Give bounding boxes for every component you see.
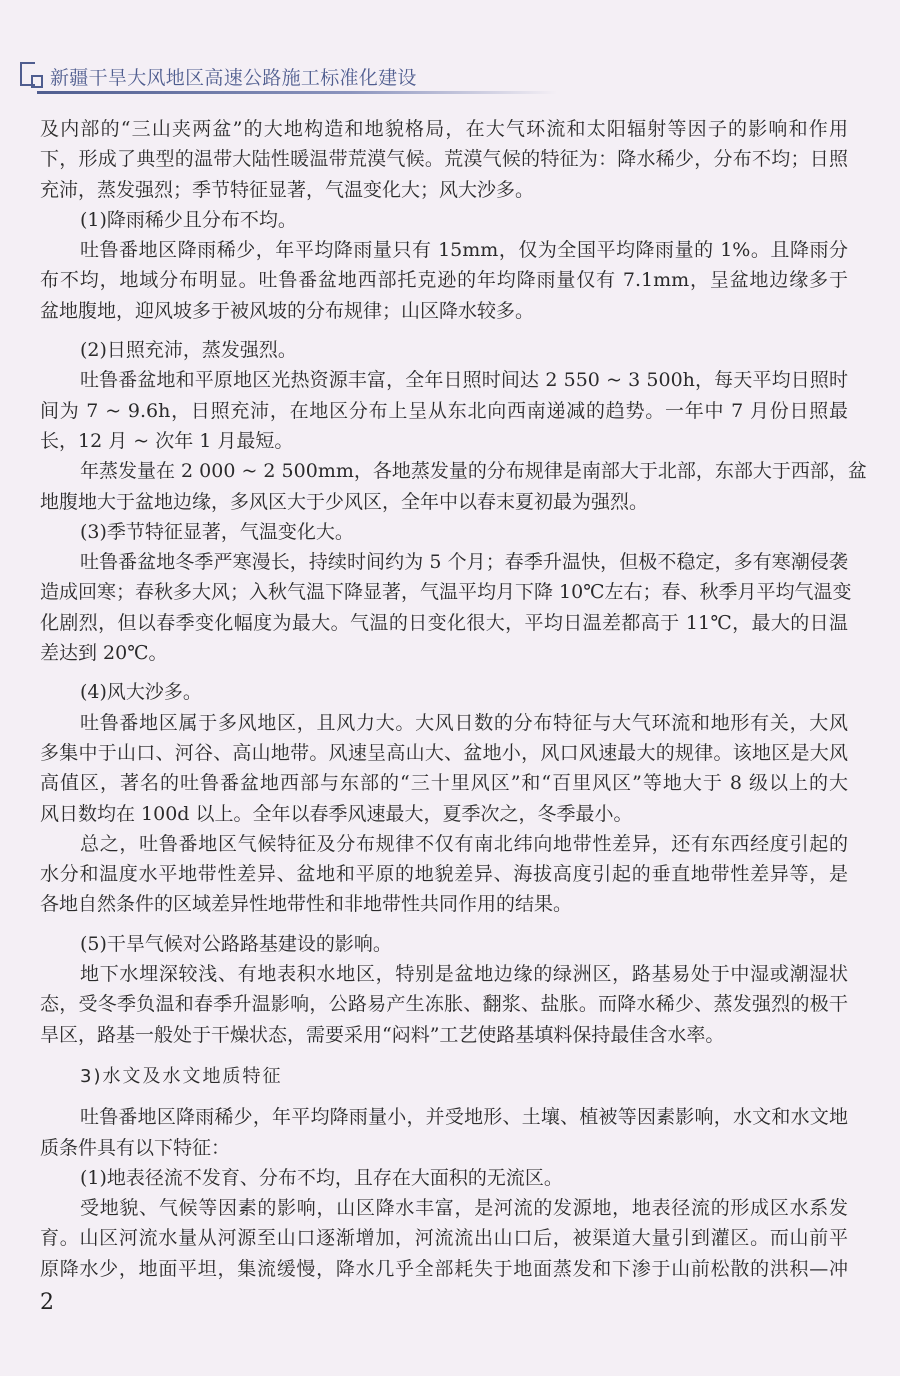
text-line: 及内部的“三山夹两盆”的大地构造和地貌格局，在大气环流和太阳辐射等因子的影响和作用 [40,118,848,140]
text-line: 长，12 月 ~ 次年 1 月最短。 [40,429,294,452]
paragraph [40,959,848,1050]
paragraph [40,547,852,668]
paragraph [40,677,848,707]
text-line: 间为 7 ~ 9.6h，日照充沛，在地区分布上呈从东北向西南递减的趋势。一年中 7 月份日照最 [40,399,848,422]
text-line: 吐鲁番地区降雨稀少，年平均降雨量只有 15mm，仅为全国平均降雨量的 1%。且降雨分 [80,239,848,262]
text-line: (2)日照充沛，蒸发强烈。 [80,339,297,362]
text-line: 3)水文及水文地质特征 [80,1065,283,1087]
text-line: 盆地腹地，迎风坡多于被风坡的分布规律；山区降水较多。 [40,299,535,322]
text-line: (1)地表径流不发育、分布不均，且存在大面积的无流区。 [80,1166,563,1189]
text-line: 地下水埋深较浅、有地表积水地区，特别是盆地边缘的绿洲区，路基易处于中湿或潮湿状 [80,963,848,986]
text-line: 质条件具有以下特征： [40,1136,231,1159]
running-header [20,58,580,94]
text-line: (1)降雨稀少且分布不均。 [80,208,297,231]
text-line: 受地貌、气候等因素的影响，山区降水丰富，是河流的发源地，地表径流的形成区水系发 [80,1197,848,1220]
text-line: 下，形成了典型的温带大陆性暖温带荒漠气候。荒漠气候的特征为：降水稀少，分布不均；日照 [40,148,848,171]
text-line: 原降水少，地面平坦，集流缓慢，降水几乎全部耗失于地面蒸发和下渗于山前松散的洪积—冲 [40,1257,848,1280]
text-line: 态，受冬季负温和春季升温影响，公路易产生冻胀、翻浆、盐胀。而降水稀少、蒸发强烈的极干 [40,993,848,1016]
paragraph [40,829,848,920]
paragraph [40,114,848,205]
page-number: 2 [40,1290,54,1315]
text-line: 地腹地大于盆地边缘，多风区大于少风区，全年中以春末夏初最为强烈。 [40,490,649,513]
text-line: 差达到 20℃。 [40,642,168,665]
paragraph [40,1163,848,1193]
header-bracket-icon [20,62,40,84]
text-line: 吐鲁番地区降雨稀少，年平均降雨量小，并受地形、土壤、植被等因素影响，水文和水文地 [80,1106,848,1129]
paragraph [40,365,848,456]
paragraph [40,205,848,235]
text-line: (3)季节特征显著，气温变化大。 [80,520,354,543]
text-line: 育。山区河流水量从河源至山口逐渐增加，河流流出山口后，被渠道大量引到灌区。而山前平 [40,1227,848,1250]
text-line: 吐鲁番盆地和平原地区光热资源丰富，全年日照时间达 2 550 ~ 3 500h，每天平均日照时 [80,369,848,392]
text-line: 总之，吐鲁番地区气候特征及分布规律不仅有南北纬向地带性差异，还有东西经度引起的 [80,832,848,855]
text-line: 充沛，蒸发强烈；季节特征显著，气温变化大；风大沙多。 [40,178,535,201]
text-line: 各地自然条件的区域差异性地带性和非地带性共同作用的结果。 [40,893,573,916]
section-heading [40,1062,848,1092]
body-text [40,114,867,1284]
text-line: 化剧烈，但以春季变化幅度为最大。气温的日变化很大，平均日温差都高于 11℃，最大的日温 [40,611,848,634]
paragraph [40,235,848,326]
text-line: 造成回寒；春秋多大风；入秋气温下降显著，气温平均月下降 10℃左右；春、秋季月平均气温变 [40,581,852,604]
text-line: 风日数均在 100d 以上。全年以春季风速最大，夏季次之，冬季最小。 [40,802,633,825]
header-divider [37,91,557,94]
book-title: 新疆干旱大风地区高速公路施工标准化建设 [50,67,417,89]
paragraph [40,1102,848,1163]
paragraph [40,335,848,365]
text-line: 年蒸发量在 2 000 ~ 2 500mm，各地蒸发量的分布规律是南部大于北部，东部大于西部，盆 [80,460,867,483]
paragraph [40,517,848,547]
paragraph [40,1193,848,1284]
text-line: 旱区，路基一般处于干燥状态，需要采用“闷料”工艺使路基填料保持最佳含水率。 [40,1023,725,1046]
paragraph [40,929,848,959]
text-line: 高值区，著名的吐鲁番盆地西部与东部的“三十里风区”和“百里风区”等地大于 8 级以上的大 [40,772,848,795]
text-line: 吐鲁番盆地冬季严寒漫长，持续时间约为 5 个月；春季升温快，但极不稳定，多有寒潮侵袭 [80,551,848,574]
text-line: (5)干旱气候对公路路基建设的影响。 [80,932,392,955]
text-line: (4)风大沙多。 [80,681,202,704]
paragraph [40,708,848,829]
paragraph [40,456,867,517]
text-line: 多集中于山口、河谷、高山地带。风速呈高山大、盆地小，风口风速最大的规律。该地区是大风 [40,741,848,764]
text-line: 水分和温度水平地带性差异、盆地和平原的地貌差异、海拔高度引起的垂直地带性差异等，是 [40,863,848,886]
text-line: 布不均，地域分布明显。吐鲁番盆地西部托克逊的年均降雨量仅有 7.1mm，呈盆地边缘多于 [40,269,848,292]
text-line: 吐鲁番地区属于多风地区，且风力大。大风日数的分布特征与大气环流和地形有关，大风 [80,711,848,734]
